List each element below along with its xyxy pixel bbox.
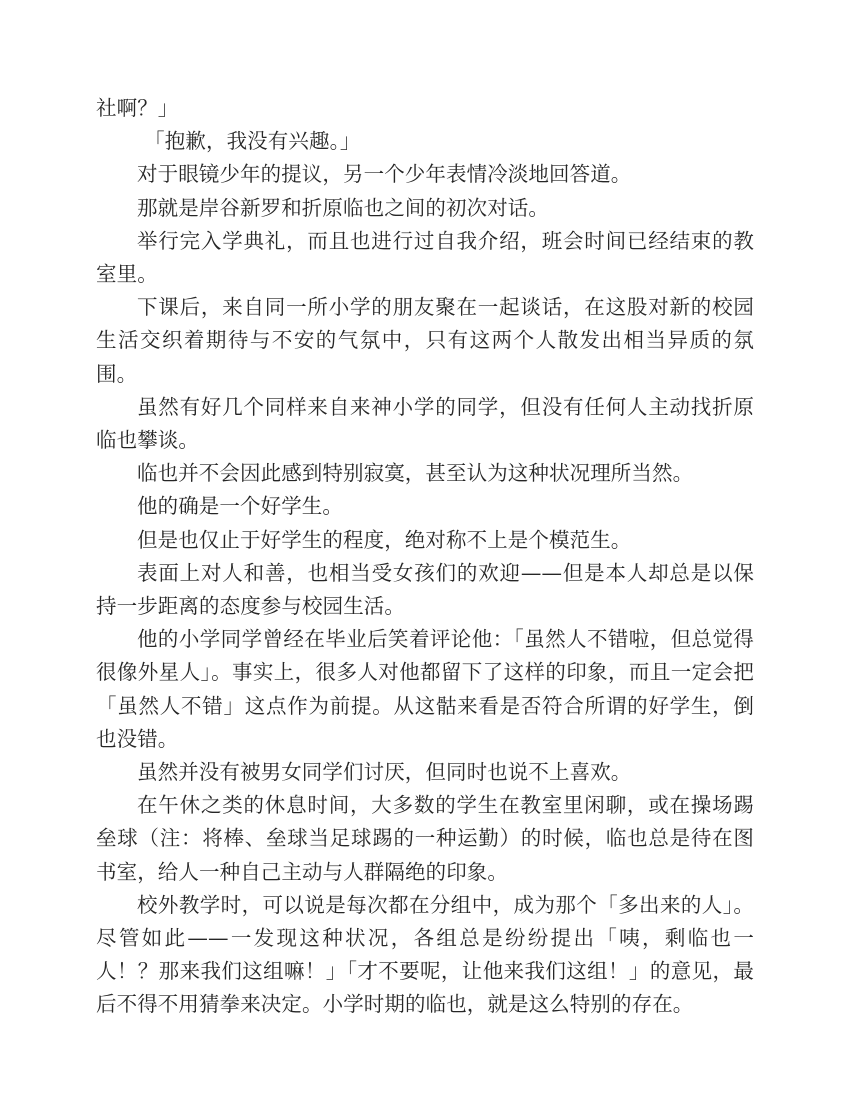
p-apology-dialogue: 「抱歉，我没有兴趣。」: [144, 129, 361, 154]
p-first-conversation: 那就是岸谷新罗和折原临也之间的初次对话。: [137, 195, 549, 220]
document-text-body: [96, 92, 754, 1022]
p-after-class: 下课后，来自同一所小学的朋友聚在一起谈话，在这股对新的校园生活交织着期待与不安的气氛中，只有这两个人散发出相当异质的氛围。: [96, 295, 754, 386]
p-kind-on-surface: 表面上对人和善，也相当受女孩们的欢迎——但是本人却总是以保持一步距离的态度参与校园生活。: [96, 560, 754, 619]
p-lunch-break: 在午休之类的休息时间，大多数的学生在教室里闲聊，或在操场踢垒球（注：将棒、垒球当足球踢的一种运勤）的时候，临也总是待在图书室，给人一种自己主动与人群隔绝的印象。: [96, 793, 754, 884]
p-not-lonely: 临也并不会因此感到特别寂寞，甚至认为这种状况理所当然。: [137, 461, 694, 486]
p-alien-comment: 他的小学同学曾经在毕业后笑着评论他：「虽然人不错啦，但总觉得很像外星人」。事实上，很多人对他都留下了这样的印象，而且一定会把「虽然人不错」这点作为前提。从这骷来看是否符合所谓的好学生，倒也没错。: [96, 627, 754, 751]
p-field-trip: 校外教学时，可以说是每次都在分组中，成为那个「多出来的人」。尽管如此——一发现这种状况，各组总是纷纷提出「咦，剩临也一人！？那来我们这组嘛！」「才不要呢，让他来我们这组！」的意见，最后不得不用猜拳来决定。小学时期的临也，就是这么特别的存在。: [96, 892, 754, 1017]
p-not-model-student: 但是也仅止于好学生的程度，绝对称不上是个模范生。: [137, 527, 632, 552]
p-not-hated: 虽然并没有被男女同学们讨厌，但同时也说不上喜欢。: [137, 760, 632, 785]
p-good-student: 他的确是一个好学生。: [137, 494, 343, 519]
p-glasses-boy-reply: 对于眼镜少年的提议，另一个少年表情冷淡地回答道。: [137, 162, 632, 187]
p-continuation: 社啊？」: [96, 96, 179, 120]
p-raijin-classmates: 虽然有好几个同样来自来神小学的同学，但没有任何人主动找折原临也攀谈。: [96, 394, 754, 453]
p-classroom: 举行完入学典礼，而且也进行过自我介绍，班会时间已经结束的教室里。: [96, 228, 754, 287]
